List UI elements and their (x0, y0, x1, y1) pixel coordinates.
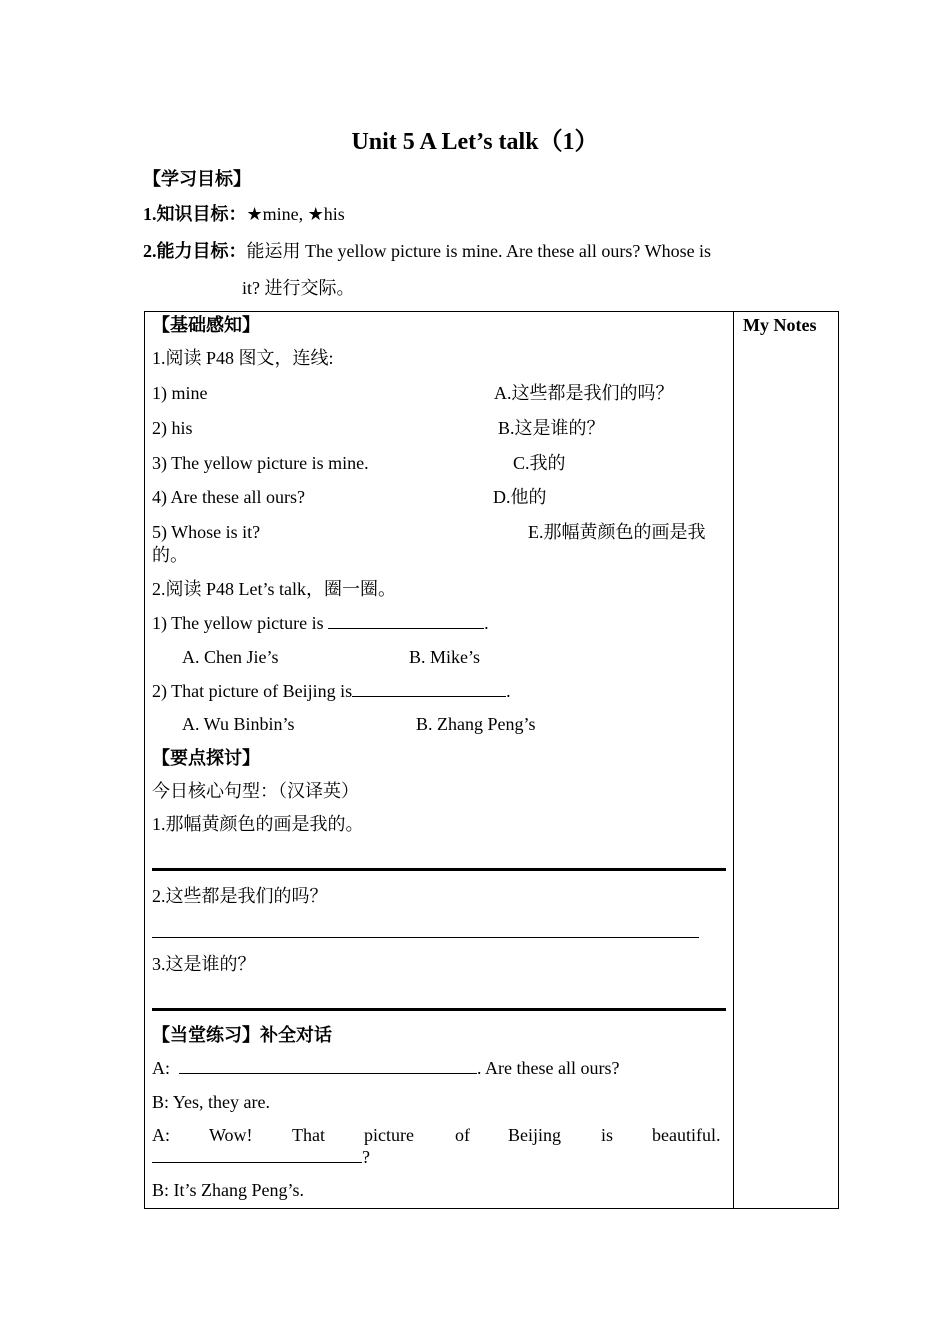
dialogue-a2-word: That (292, 1125, 325, 1145)
ability-goal-text: 能运用 The yellow picture is mine. Are these all ours? Whose is (246, 241, 712, 261)
dialogue-a2-word: picture (364, 1125, 414, 1145)
match-right-5: E.那幅黄颜色的画是我 (528, 522, 706, 542)
knowledge-goal-label: 1.知识目标： (143, 204, 247, 224)
match-left-5: 5) Whose is it? (152, 522, 261, 542)
q1-option-a[interactable]: A. Chen Jie’s (182, 647, 279, 667)
q2-option-a[interactable]: A. Wu Binbin’s (182, 714, 295, 734)
answer-line-1[interactable] (152, 868, 726, 871)
goals-heading: 【学习目标】 (143, 169, 251, 189)
question-1-text: 1) The yellow picture is (152, 613, 324, 633)
dialogue-a2-word: is (601, 1125, 614, 1145)
knowledge-goal-text: ★mine, ★his (246, 204, 345, 224)
match-left-4: 4) Are these all ours? (152, 487, 305, 507)
key-sentence-1: 1.那幅黄颜色的画是我的。 (152, 814, 364, 834)
dialogue-line-b1: B: Yes, they are. (152, 1092, 270, 1112)
ability-goal (143, 240, 805, 262)
task1-instruction: 1.阅读 P48 图文，连线: (152, 348, 334, 368)
match-right-5-wrap: 的。 (152, 545, 188, 565)
page-title: Unit 5 A Let’s talk（1） (351, 129, 599, 155)
key-sentence-2: 2.这些都是我们的吗？ (152, 886, 328, 906)
question-1-end: . (484, 613, 489, 633)
question-2-text: 2) That picture of Beijing is (152, 681, 353, 701)
notes-column-divider (733, 311, 734, 1209)
answer-line-3[interactable] (152, 1008, 726, 1011)
knowledge-goal (143, 203, 345, 225)
match-left-2: 2) his (152, 418, 193, 438)
answer-blank-2[interactable] (352, 680, 506, 697)
dialogue-a1-end: . Are these all ours? (477, 1058, 620, 1078)
ability-goal-text-2: it? 进行交际。 (242, 278, 355, 298)
dialogue-a2-word: of (455, 1125, 470, 1145)
answer-blank-1[interactable] (328, 612, 484, 629)
dialogue-a2-end: ? (362, 1147, 370, 1167)
question-2-end: . (506, 681, 511, 701)
dialogue-line-a1 (152, 1057, 619, 1079)
dialogue-line-a2-cont (152, 1146, 370, 1168)
match-right-2: B.这是谁的？ (498, 418, 605, 438)
question-1 (152, 612, 489, 634)
my-notes-heading: My Notes (743, 315, 817, 335)
dialogue-a2-word: Beijing (508, 1125, 561, 1145)
match-left-3: 3) The yellow picture is mine. (152, 453, 369, 473)
dialogue-a2-word: Wow! (209, 1125, 253, 1145)
match-right-1: A.这些都是我们的吗？ (494, 383, 674, 403)
answer-line-2[interactable] (152, 937, 699, 938)
question-2 (152, 680, 511, 702)
dialogue-a1-speaker: A: (152, 1058, 170, 1078)
dialogue-blank-1[interactable] (179, 1057, 477, 1074)
key-points-heading: 【要点探讨】 (152, 748, 260, 768)
match-left-1: 1) mine (152, 383, 208, 403)
key-sentences-intro: 今日核心句型：（汉译英） (152, 781, 359, 801)
match-right-4: D.他的 (493, 487, 547, 507)
q1-option-b[interactable]: B. Mike’s (409, 647, 481, 667)
ability-goal-label: 2.能力目标： (143, 241, 247, 261)
dialogue-a2-word: A: (152, 1125, 170, 1145)
basic-heading: 【基础感知】 (152, 315, 260, 335)
dialogue-a2-word: beautiful. (652, 1125, 721, 1145)
task2-instruction: 2.阅读 P48 Let’s talk，圈一圈。 (152, 579, 396, 599)
q2-option-b[interactable]: B. Zhang Peng’s (416, 714, 536, 734)
practice-heading: 【当堂练习】补全对话 (152, 1025, 332, 1045)
dialogue-line-b2: B: It’s Zhang Peng’s. (152, 1180, 304, 1200)
dialogue-blank-2[interactable] (152, 1146, 362, 1163)
key-sentence-3: 3.这是谁的？ (152, 954, 256, 974)
match-right-3: C.我的 (513, 453, 566, 473)
